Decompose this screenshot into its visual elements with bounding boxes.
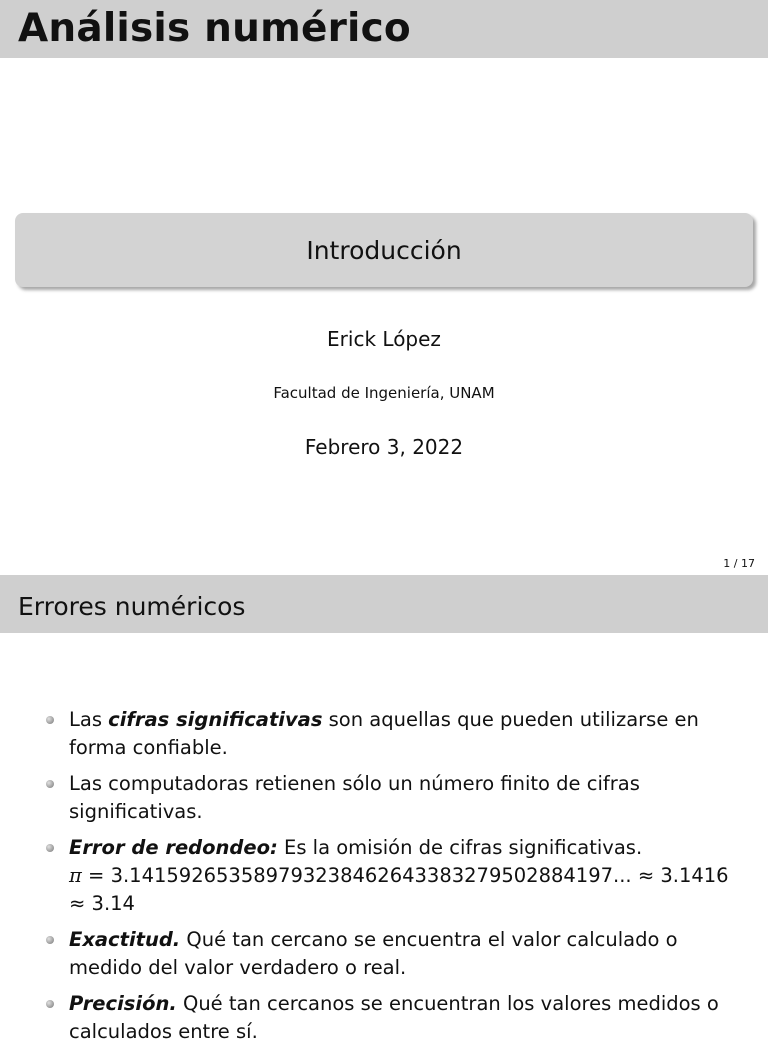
document-header (0, 0, 768, 58)
pi-symbol: π (69, 864, 82, 887)
list-item (45, 770, 745, 826)
bullet-icon (46, 844, 54, 852)
bullet-text: Qué tan cercanos se encuentran los valores medidos o calculados entre sí. (69, 992, 719, 1043)
bullet-term: Error de redondeo: (69, 836, 278, 859)
institution: Facultad de Ingeniería, UNAM (273, 384, 495, 402)
bullet-icon (46, 936, 54, 944)
bullet-text: Qué tan cercano se encuentra el valor calculado o medido del valor verdadero o real. (69, 928, 678, 979)
section-title: Errores numéricos (18, 592, 246, 621)
bullet-term: Exactitud. (69, 928, 181, 951)
slide-title: Introducción (306, 235, 462, 265)
bullet-term: Precisión. (69, 992, 177, 1015)
bullet-icon (46, 716, 54, 724)
bullet-text: Es la omisión de cifras significativas. (277, 836, 643, 859)
bullet-icon (46, 780, 54, 788)
list-item (45, 834, 745, 918)
bullet-list (45, 706, 745, 1054)
bullet-icon (46, 1000, 54, 1008)
bullet-text: son aquellas que pueden utilizarse en forma confiable. (69, 708, 699, 759)
presentation-date: Febrero 3, 2022 (304, 435, 464, 459)
list-item (45, 926, 745, 982)
pi-formula: = 3.14159265358979323846264338327950288419​7... ≈ 3.1416 ≈ 3.14 (69, 864, 729, 915)
page-number: 1 / 17 (723, 557, 755, 570)
bullet-text: Las computadoras retienen sólo un número finito de cifras significativas. (69, 772, 640, 823)
list-item (45, 990, 745, 1046)
document-title: Análisis numérico (18, 6, 411, 51)
section-header (0, 575, 768, 633)
list-item (45, 706, 745, 762)
bullet-prefix: Las (69, 708, 109, 731)
bullet-term: cifras significativas (108, 708, 323, 731)
slide-title-box (15, 213, 753, 287)
author-name: Erick López (327, 327, 441, 351)
